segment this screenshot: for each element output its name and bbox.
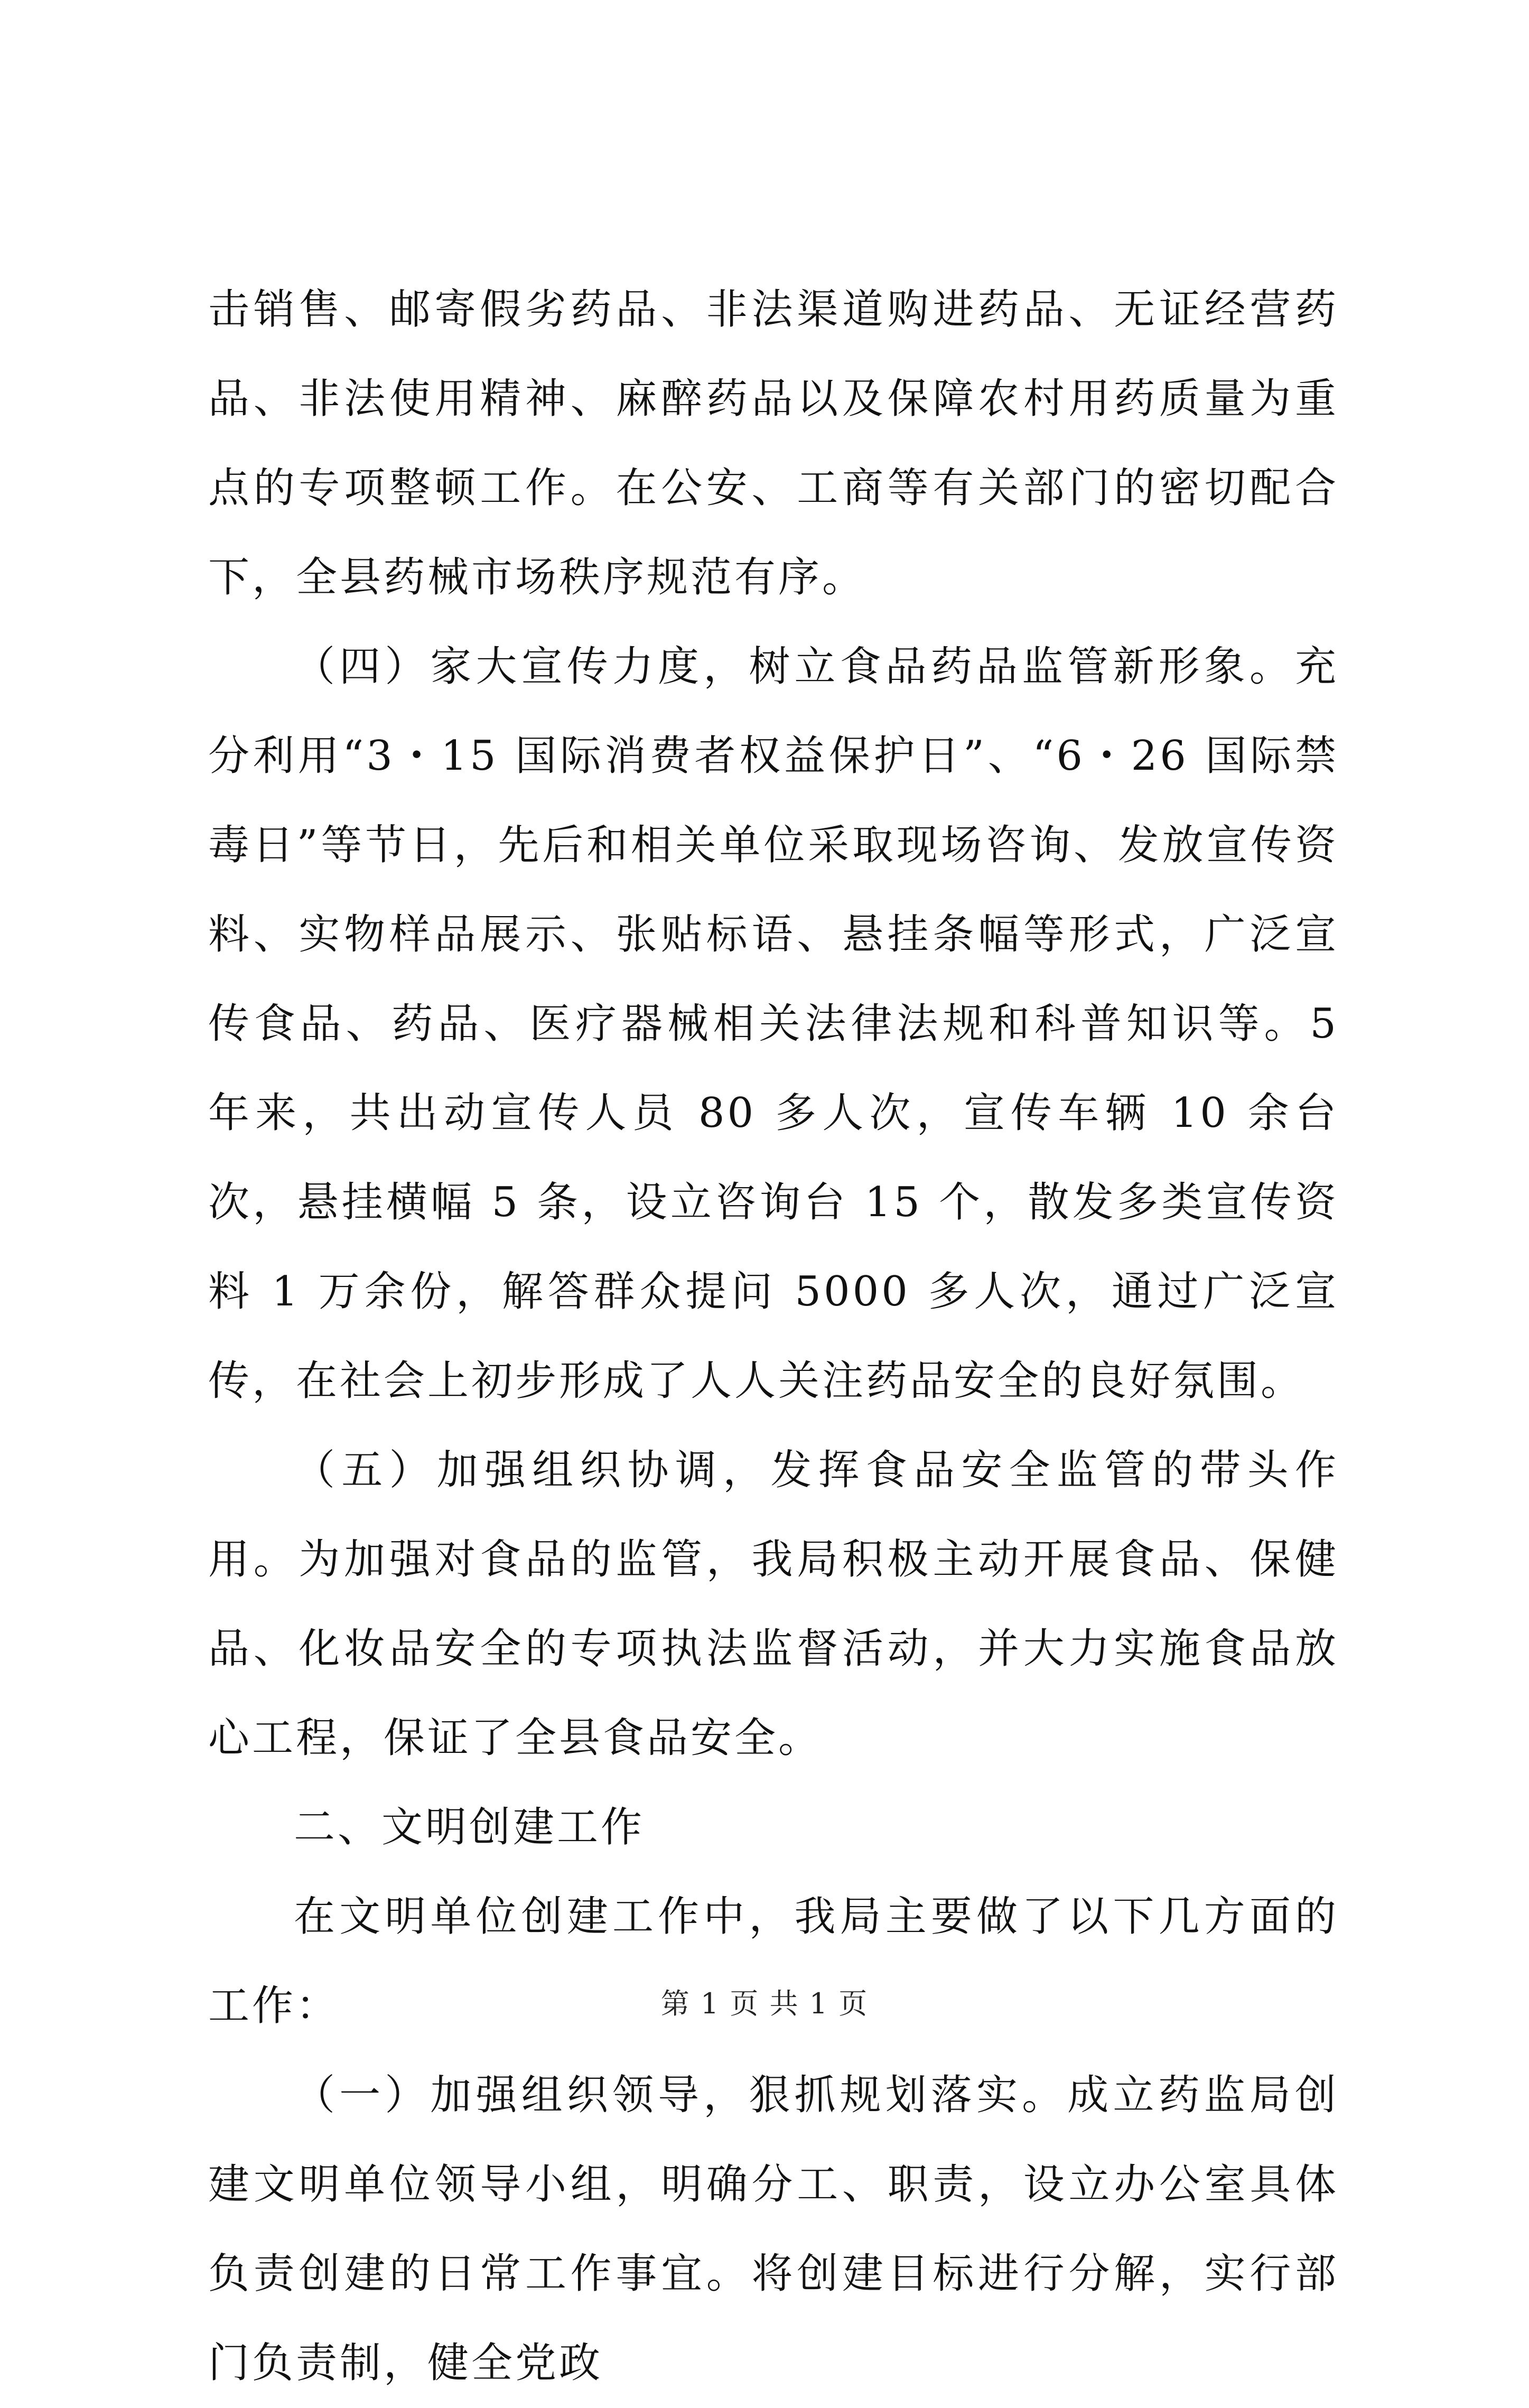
paragraph-continuation: 击销售、邮寄假劣药品、非法渠道购进药品、无证经营药品、非法使用精神、麻醉药品以及保障农村用药质量为重点的专项整顿工作。在公安、工商等有关部门的密切配合下，全县药械市场秩序规范有序。 [208, 286, 1339, 601]
document-body [208, 265, 1339, 2408]
paragraph-food-safety: （五）加强组织协调，发挥食品安全监管的带头作用。为加强对食品的监管，我局积极主动开展食品、保健品、化妆品安全的专项执法监督活动，并大力实施食品放心工程，保证了全县食品安全。 [208, 1446, 1339, 1762]
page-footer: 第 1 页 共 1 页 [660, 1987, 869, 2020]
paragraph-intro: 在文明单位创建工作中，我局主要做了以下几方面的工作： [208, 1893, 1339, 2030]
section-heading-civilization: 二、文明创建工作 [294, 1804, 645, 1851]
paragraph-publicity: （四）家大宣传力度，树立食品药品监管新形象。充分利用“3・15 国际消费者权益保护日”、“6・26 国际禁毒日”等节日，先后和相关单位采取现场咨询、发放宣传资料、实物样品展示、张贴标语、悬挂条幅等形式，广泛宣传食品、药品、医疗器械相关法律法规和科普知识等。5 年来，共出动宣传人员 80 多人次，宣传车辆 10 余台次，悬挂横幅 5 条，设立咨询台 15 个，散发多类宣传资料 1 万余份，解答群众提问 5000 多人次，通过广泛宣传，在社会上初步形成了人人关注药品安全的良好氛围。 [208, 643, 1339, 1405]
paragraph-organization: （一）加强组织领导，狠抓规划落实。成立药监局创建文明单位领导小组，明确分工、职责，设立办公室具体负责创建的日常工作事宜。将创建目标进行分解，实行部门负责制，健全党政 [208, 2071, 1339, 2387]
